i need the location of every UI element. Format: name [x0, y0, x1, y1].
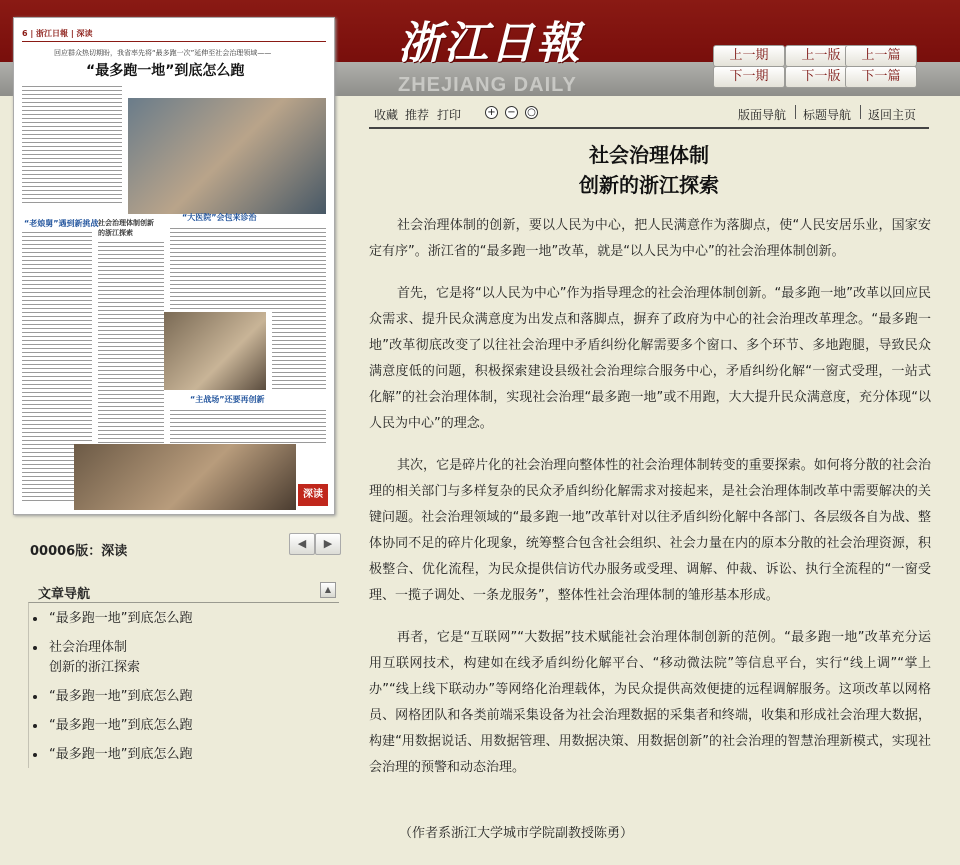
- edition-label: 00006版：深读: [30, 544, 128, 559]
- thumb-photo-3: [74, 444, 296, 510]
- nav-item-label: “最多跑一地”到底怎么跑: [49, 747, 193, 762]
- arrow-right-icon: ▶: [323, 537, 333, 550]
- thumb-text-block: [22, 86, 122, 206]
- zoom-in-icon[interactable]: +: [485, 106, 498, 119]
- zoom-out-icon[interactable]: −: [505, 106, 518, 119]
- masthead-logo: [398, 18, 598, 96]
- article-nav-item[interactable]: [29, 681, 339, 710]
- zoom-reset-icon[interactable]: ○: [525, 106, 538, 119]
- prev-issue-button[interactable]: 上一期: [713, 45, 785, 67]
- thumb-badge: 深读: [298, 484, 328, 506]
- next-article-button[interactable]: 下一篇: [845, 66, 917, 88]
- thumb-section-tag: 6 | 浙江日報 | 深读: [22, 29, 93, 38]
- article-nav-item[interactable]: [29, 632, 339, 681]
- article-paragraph: 其次，它是碎片化的社会治理向整体性的社会治理体制转变的重要探索。如何将分散的社会治理的相关部门与多样复杂的民众矛盾纠纷化解需求对接起来，是社会治理体制改革中需要解决的关键问题。社会治理领域的“最多跑一地”改革针对以往矛盾纠纷化解中各部门、各层级各自为战、整体协同不足的碎片化现象，统筹整合包含社会组织、社会力量在内的原本分散的社会治理资源，积极整合、优化流程，为民众提供信访代办服务或受理、调解、仲裁、诉讼、执行全流程的“一窗受理、一揽子调处、一条龙服务”，整体性社会治理体制的雏形基本形成。: [369, 458, 931, 603]
- next-edition-button[interactable]: [315, 533, 341, 555]
- article-paragraph: 社会治理体制的创新，要以人民为中心，把人民满意作为落脚点，使“人民安居乐业，国家安定有序”。浙江省的“最多跑一地”改革，就是“以人民为中心”的社会治理体制创新。: [369, 218, 931, 259]
- article-title: [369, 140, 929, 200]
- home-link[interactable]: 返回主页: [868, 108, 917, 122]
- nav-item-label: 社会治理体制: [49, 640, 128, 655]
- thumb-sub-2: 社会治理体制创新的浙江探索: [98, 219, 154, 237]
- thumb-photo-2: [164, 312, 266, 390]
- article-nav-list: [28, 602, 339, 768]
- next-issue-button[interactable]: 下一期: [713, 66, 785, 88]
- page-thumbnail[interactable]: [13, 17, 335, 515]
- article-nav-item[interactable]: [29, 739, 339, 768]
- page-nav-link[interactable]: 版面导航: [738, 108, 787, 122]
- article-nav-item[interactable]: [29, 710, 339, 739]
- prev-page-button[interactable]: 上一版: [785, 45, 857, 67]
- collect-link[interactable]: 收藏: [374, 108, 399, 122]
- thumb-text-block: [170, 228, 326, 310]
- article-title-line2: 创新的浙江探索: [579, 173, 719, 197]
- masthead-title-cn: 浙江日報: [398, 18, 582, 69]
- nav-item-label: “最多跑一地”到底怎么跑: [49, 611, 193, 626]
- thumb-headline-2: “最多跑一地”到底怎么跑: [86, 63, 245, 79]
- nav-item-label: “最多跑一地”到底怎么跑: [49, 689, 193, 704]
- article-paragraph: 首先，它是将“以人民为中心”作为指导理念的社会治理体制创新。“最多跑一地”改革以回应民众需求、提升民众满意度为出发点和落脚点，摒弃了政府为中心的社会治理改革理念。“最多跑一地”改革彻底改变了以往社会治理中矛盾纠纷化解需要多个窗口、多个环节、多地跑腿，导致民众满意度低的问题，积极探索建设县级社会治理综合服务中心，矛盾纠纷化解“一窗式受理，一站式化解”的社会治理体制，实现社会治理“最多跑一地”或不用跑，大大提升民众满意度，充分体现“以人民为中心”的理念。: [369, 286, 931, 431]
- nav-item-label: “最多跑一地”到底怎么跑: [49, 718, 193, 733]
- thumb-sub-1: “老娘舅”遇到新挑战: [24, 219, 99, 228]
- thumb-rule: [22, 41, 326, 42]
- divider: [860, 105, 861, 119]
- arrow-left-icon: ◀: [297, 537, 307, 550]
- thumb-photo-main: [128, 98, 326, 214]
- article-nav-item[interactable]: [29, 603, 339, 632]
- collapse-icon[interactable]: ▲: [320, 582, 336, 598]
- article-nav-title: 文章导航: [38, 587, 91, 602]
- masthead-title-en: ZHEJIANG DAILY: [398, 74, 577, 96]
- recommend-link[interactable]: 推荐: [405, 108, 430, 122]
- article-byline: （作者系浙江大学城市学院副教授陈勇）: [399, 826, 634, 841]
- next-page-button[interactable]: 下一版: [785, 66, 857, 88]
- thumb-text-block: [170, 410, 326, 444]
- article-paragraph: 再者，它是“互联网”“大数据”技术赋能社会治理体制创新的范例。“最多跑一地”改革充分运用互联网技术，构建如在线矛盾纠纷化解平台、“移动微法院”等信息平台，实行“线上调”“掌上办”“线上线下联动办”等网络化治理载体，为民众提供高效便捷的远程调解服务。这项改革以网格员、网格团队和各类前端采集设备为社会治理数据的采集者和终端，收集和形成社会治理大数据，构建“用数据说话、用数据管理、用数据决策、用数据创新”的社会治理的智慧治理新模式，实现社会治理的预警和动态治理。: [369, 630, 931, 775]
- thumb-text-block: [272, 312, 326, 392]
- thumb-sub-4: “主战场”还要再创新: [190, 395, 265, 404]
- nav-item-label-line2: 创新的浙江探索: [49, 660, 141, 675]
- prev-edition-button[interactable]: [289, 533, 315, 555]
- prev-article-button[interactable]: 上一篇: [845, 45, 917, 67]
- article-title-line1: 社会治理体制: [589, 143, 709, 167]
- article-body: [369, 213, 931, 797]
- article-toolbar: [369, 99, 929, 129]
- divider: [795, 105, 796, 119]
- thumb-headline-1: 回应群众热切期盼，我省率先将“最多跑一次”延伸至社会治理领域——: [54, 49, 272, 57]
- title-nav-link[interactable]: 标题导航: [803, 108, 852, 122]
- thumb-sub-3: “大医院”会包来诊治: [182, 213, 257, 222]
- print-link[interactable]: 打印: [437, 108, 462, 122]
